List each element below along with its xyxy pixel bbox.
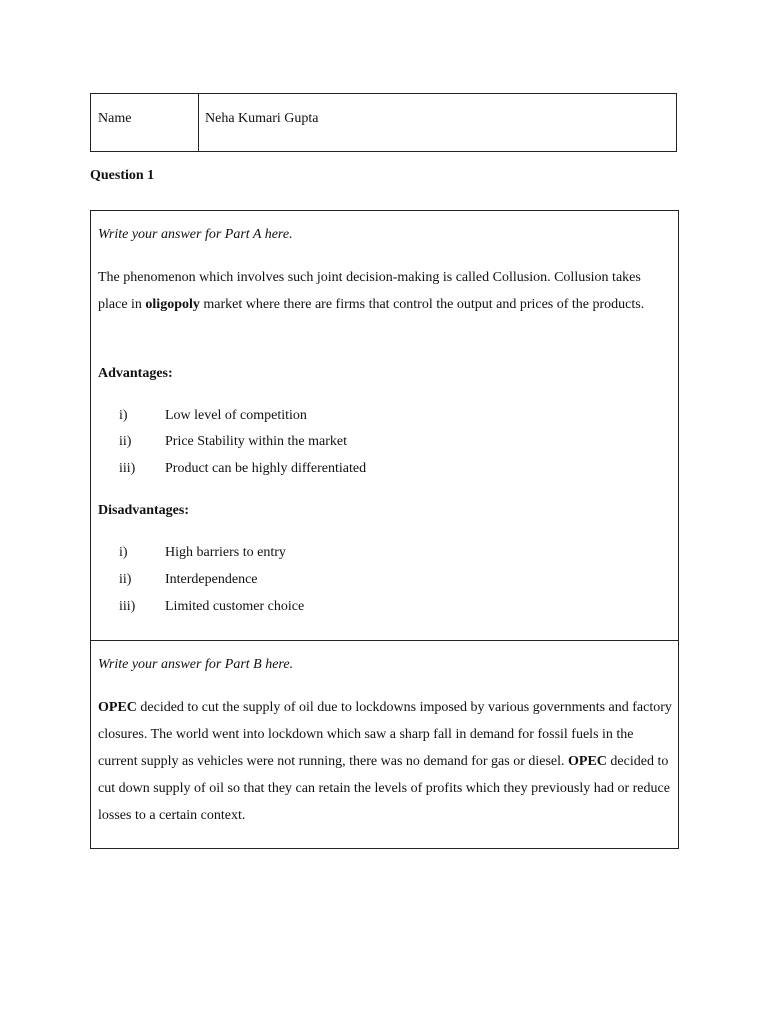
advantages-heading: Advantages: (98, 366, 173, 381)
name-label: Name (91, 94, 199, 151)
list-number: i) (119, 408, 128, 423)
list-number: i) (119, 545, 128, 560)
name-table (90, 93, 677, 152)
disadvantages-heading: Disadvantages: (98, 503, 190, 518)
list-item (119, 461, 619, 477)
intro-bold-term: oligopoly (145, 297, 200, 312)
part-b-section (91, 641, 678, 848)
opec-term: OPEC (568, 754, 607, 769)
question-heading: Question 1 (90, 168, 155, 183)
list-text: Low level of competition (165, 408, 307, 423)
part-a-section (91, 211, 678, 641)
list-text: Interdependence (165, 572, 258, 587)
list-number: ii) (119, 434, 132, 449)
list-item (119, 408, 619, 424)
answer-box (90, 210, 679, 849)
list-item (119, 599, 619, 615)
intro-text-1: The phenomenon which involves such joint decision-making is called Collusion. Collusion takes place in (98, 270, 641, 312)
part-b-answer (98, 694, 672, 829)
opec-term: OPEC (98, 700, 137, 715)
list-text: Price Stability within the market (165, 434, 347, 449)
list-item (119, 434, 619, 450)
part-b-text-1: decided to cut the supply of oil due to lockdowns imposed by various governments and factory closures. The world went into lockdown which saw a sharp fall in demand for fossil fuels in the current supply as vehicles were not running, there was no demand for gas or diesel. (98, 700, 672, 769)
part-b-text-2: decided to cut down supply of oil so that they can retain the levels of profits which they previously had or reduce losses to a certain context. (98, 754, 670, 823)
list-number: ii) (119, 572, 132, 587)
list-text: High barriers to entry (165, 545, 286, 560)
name-value: Neha Kumari Gupta (205, 111, 319, 126)
intro-text-2: market where there are firms that control the output and prices of the products. (199, 297, 645, 312)
list-number: iii) (119, 599, 136, 614)
list-number: iii) (119, 461, 136, 476)
list-item (119, 572, 619, 588)
list-text: Product can be highly differentiated (165, 461, 367, 476)
part-b-prompt: Write your answer for Part B here. (98, 657, 294, 672)
part-a-prompt: Write your answer for Part A here. (98, 227, 293, 242)
part-a-intro (98, 264, 672, 318)
list-item (119, 545, 619, 561)
list-text: Limited customer choice (165, 599, 305, 614)
